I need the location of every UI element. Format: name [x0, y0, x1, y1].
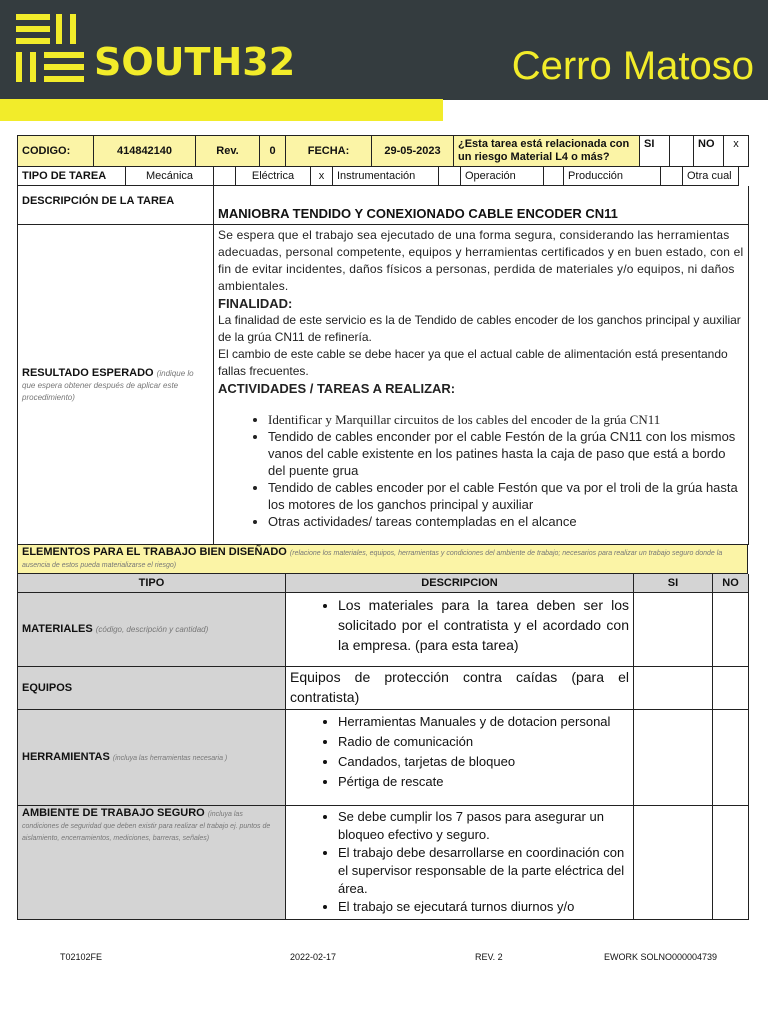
- col-si: SI: [634, 574, 713, 592]
- south32-logo-icon: [14, 12, 86, 84]
- fecha-label: FECHA:: [286, 136, 372, 167]
- herramientas-list: [290, 712, 629, 792]
- otra-label: Otra cual: [683, 167, 739, 185]
- resultado-intro: Se espera que el trabajo sea ejecutado de una forma segura, considerando las herramientas adecuadas, personal competente, equipos y herramientas certificados y en buen estado, con el fin de evitar incidentes, daños físicos a personas, perdida de materiales y/o equipos, ni daños ambientales.: [218, 228, 744, 293]
- materiales-desc[interactable]: [286, 592, 634, 666]
- electrica-label: Eléctrica: [236, 167, 311, 185]
- produccion-checkbox[interactable]: [661, 167, 683, 185]
- ambiente-label-cell: [18, 805, 286, 919]
- mecanica-checkbox[interactable]: [214, 167, 236, 185]
- equipos-desc[interactable]: Equipos de protección contra caídas (para el contratista): [286, 666, 634, 709]
- finalidad-text-2: El cambio de este cable se debe hacer ya que el actual cable de alimentación está presentando fallas frecuentes.: [218, 347, 728, 378]
- herramientas-desc[interactable]: [286, 709, 634, 805]
- ambiente-note: (incluya las condiciones de seguridad que deben existir para realizar el trabajo ej. puntos de aislamiento, encerramientos, mediciones, barreras, señales): [22, 810, 271, 842]
- actividad-item: • Otras actividades/ tareas contempladas en el alcance: [268, 513, 744, 530]
- operacion-checkbox[interactable]: [544, 167, 564, 185]
- finalidad-title: FINALIDAD:: [218, 296, 293, 311]
- instrumentacion-checkbox[interactable]: [439, 167, 461, 185]
- materiales-note: (código, descripción y cantidad): [95, 625, 209, 634]
- descripcion-value[interactable]: MANIOBRA TENDIDO Y CONEXIONADO CABLE ENCODER CN11: [214, 186, 749, 225]
- tipo-tarea-label: TIPO DE TAREA: [18, 167, 126, 185]
- descripcion-label: DESCRIPCIÓN DE LA TAREA: [18, 186, 214, 225]
- task-form: [17, 135, 748, 920]
- actividad-item: • Identificar y Marquillar circuitos de los cables del encoder de la grúa CN11: [268, 411, 744, 428]
- actividad-item: • Tendido de cables encoder por el cable Festón que va por el troli de la grúa hasta los motores de los ganchos principal y auxiliar: [268, 479, 744, 513]
- resultado-content[interactable]: [214, 225, 749, 545]
- equipos-no[interactable]: [713, 666, 749, 709]
- description-table: [17, 186, 749, 546]
- herramientas-si[interactable]: [634, 709, 713, 805]
- site-name: Cerro Matoso: [511, 44, 754, 88]
- elementos-title-cell: [18, 545, 748, 574]
- actividades-list: [218, 411, 744, 530]
- no-label: NO: [694, 136, 724, 167]
- header-banner: [0, 0, 768, 100]
- codigo-value[interactable]: 414842140: [94, 136, 196, 167]
- mecanica-label: Mecánica: [126, 167, 214, 185]
- herramientas-no[interactable]: [713, 709, 749, 805]
- ambiente-item: • El trabajo debe desarrollarse en coordinación con el supervisor responsable de la parte eléctrica del área.: [338, 844, 629, 898]
- herramientas-item: • Candados, tarjetas de bloqueo: [338, 752, 629, 772]
- resultado-label-cell: [18, 225, 214, 545]
- ambiente-desc[interactable]: [286, 805, 634, 919]
- operacion-label: Operación: [461, 167, 544, 185]
- no-checkbox[interactable]: x: [724, 136, 749, 167]
- herramientas-item: • Pértiga de rescate: [338, 772, 629, 792]
- actividad-item: • Tendido de cables enconder por el cable Festón de la grúa CN11 con los mismos vanos del cable existente en los patines hasta la caja de paso que está a bordo del puente grua: [268, 428, 744, 479]
- col-descripcion: DESCRIPCION: [286, 574, 634, 592]
- actividades-title: ACTIVIDADES / TAREAS A REALIZAR:: [218, 381, 456, 396]
- risk-question: ¿Esta tarea está relacionada con un riesgo Material L4 o más?: [454, 136, 640, 167]
- herramientas-note: (incluya las herramientas necesaria ): [112, 755, 228, 762]
- footer-rev: REV. 2: [475, 952, 503, 962]
- materiales-no[interactable]: [713, 592, 749, 666]
- resultado-note: (indique lo que espera obtener después de aplicar este procedimiento): [22, 368, 194, 402]
- footer-code: T02102FE: [60, 952, 103, 962]
- electrica-checkbox[interactable]: x: [311, 167, 333, 185]
- herramientas-label-cell: [18, 709, 286, 805]
- ambiente-label: AMBIENTE DE TRABAJO SEGURO: [22, 806, 205, 819]
- si-checkbox[interactable]: [670, 136, 694, 167]
- herramientas-item: • Herramientas Manuales y de dotacion personal: [338, 712, 629, 732]
- herramientas-label: HERRAMIENTAS: [22, 751, 110, 763]
- produccion-label: Producción: [564, 167, 661, 185]
- ambiente-no[interactable]: [713, 805, 749, 919]
- task-type-table: [17, 167, 768, 186]
- equipos-label-cell: [18, 666, 286, 709]
- col-no: NO: [713, 574, 749, 592]
- col-tipo: TIPO: [18, 574, 286, 592]
- codigo-label: CODIGO:: [18, 136, 94, 167]
- elementos-table: [17, 574, 749, 920]
- header-stripe: [0, 99, 443, 121]
- footer-date: 2022-02-17: [290, 952, 337, 962]
- rev-label: Rev.: [196, 136, 260, 167]
- elementos-title: ELEMENTOS PARA EL TRABAJO BIEN DISEÑADO: [22, 546, 287, 558]
- ambiente-item: • El trabajo se ejecutará turnos diurnos y/o: [338, 898, 629, 916]
- otra-input[interactable]: [739, 167, 768, 185]
- materiales-item: • Los materiales para la tarea deben ser los solicitado por el contratista y el acordado con la empresa. (para esta tarea): [338, 595, 629, 655]
- ambiente-list: [290, 808, 629, 916]
- ambiente-si[interactable]: [634, 805, 713, 919]
- elementos-header: [17, 545, 748, 574]
- materiales-label-cell: [18, 592, 286, 666]
- instrumentacion-label: Instrumentación: [333, 167, 439, 185]
- finalidad-text-1: La finalidad de este servicio es la de Tendido de cables encoder de los ganchos principal y auxiliar de la grúa CN11 de refinería.: [218, 313, 741, 344]
- resultado-label: RESULTADO ESPERADO: [22, 366, 154, 379]
- equipos-label: EQUIPOS: [22, 681, 73, 694]
- rev-value[interactable]: 0: [260, 136, 286, 167]
- form-header-table: [17, 135, 749, 167]
- materiales-label: MATERIALES: [22, 623, 93, 635]
- herramientas-item: • Radio de comunicación: [338, 732, 629, 752]
- equipos-si[interactable]: [634, 666, 713, 709]
- ambiente-item: • Se debe cumplir los 7 pasos para asegurar un bloqueo efectivo y seguro.: [338, 808, 629, 844]
- brand-name: SOUTH32: [94, 40, 296, 84]
- elementos-note: (relacione los materiales, equipos, herramientas y condiciones del ambiente de trabajo; necesarios para realizar un trabajo seguro donde la ausencia de estos pueda materializarse el riesgo): [22, 550, 723, 569]
- footer-ework: EWORK SOLNO000004739: [604, 952, 718, 962]
- fecha-value[interactable]: 29-05-2023: [372, 136, 454, 167]
- si-label: SI: [640, 136, 670, 167]
- materiales-si[interactable]: [634, 592, 713, 666]
- materiales-list: [290, 595, 629, 655]
